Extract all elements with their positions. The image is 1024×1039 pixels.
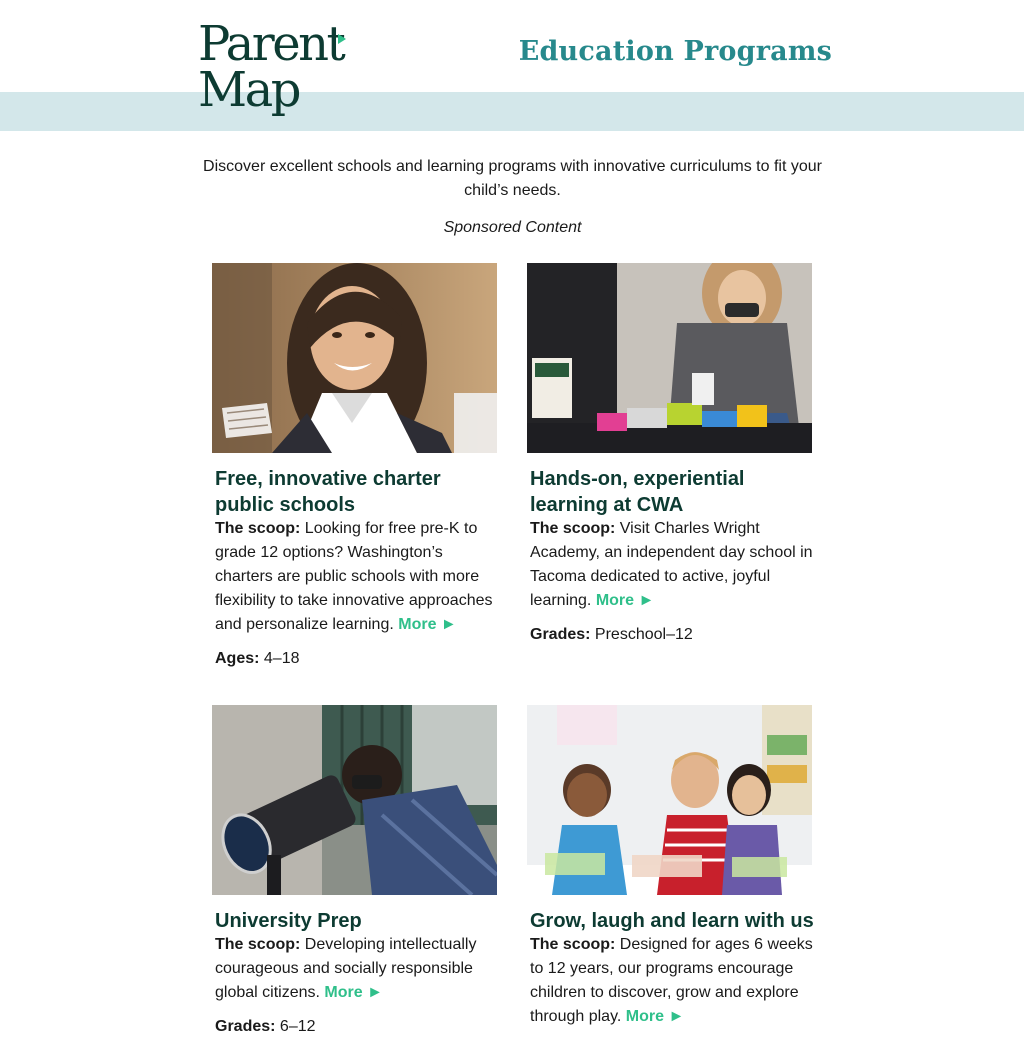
scoop-label: The scoop: (530, 936, 616, 953)
scoop-label: The scoop: (215, 936, 301, 953)
logo-triangle-icon (338, 34, 346, 44)
card-title[interactable]: Grow, laugh and learn with us (530, 910, 814, 932)
sponsored-label: Sponsored Content (443, 219, 582, 236)
card-meta (530, 623, 815, 647)
card-description (215, 933, 500, 1005)
more-link[interactable]: More ► (595, 592, 655, 609)
scoop-text: Designed for ages 6 weeks to 12 years, our programs encourage children to discover, grow and explore through play. (530, 936, 813, 1025)
card-description (530, 933, 815, 1029)
charter-student-photo[interactable] (212, 263, 497, 453)
meta-label: Grades: (215, 1018, 276, 1035)
kids-lunch-photo[interactable] (527, 705, 812, 895)
meta-value: 6–12 (279, 1018, 316, 1035)
card-meta (215, 1015, 500, 1039)
card-meta (215, 647, 500, 671)
card-description (215, 517, 500, 637)
header-band (0, 92, 1024, 131)
more-link[interactable]: More ► (625, 1008, 685, 1025)
scoop-label: The scoop: (215, 520, 301, 537)
card-title[interactable]: Free, innovative charter public schools (215, 468, 441, 516)
more-link[interactable]: More ► (324, 984, 383, 1001)
scoop-text: Looking for free pre-K to grade 12 options? Washington’s charters are public schools with more flexibility to take innovative approaches and personalize learning. (215, 520, 493, 633)
card-title[interactable]: University Prep (215, 910, 362, 932)
parentmap-logo[interactable] (198, 16, 358, 120)
scoop-text: Developing intellectually courageous and socially responsible global citizens. (215, 936, 477, 1001)
card-title[interactable]: Hands-on, experiential learning at CWA (530, 468, 745, 516)
cwa-robotics-photo[interactable] (527, 263, 812, 453)
telescope-student-photo[interactable] (212, 705, 497, 895)
more-link[interactable]: More ► (398, 616, 457, 633)
logo-line-1: Parent (198, 16, 344, 72)
scoop-label: The scoop: (530, 520, 616, 537)
meta-value: 4–18 (263, 650, 300, 667)
meta-value: Preschool–12 (594, 626, 693, 643)
scoop-text: Visit Charles Wright Academy, an independent day school in Tacoma dedicated to active, joyful learning. (530, 520, 813, 609)
page-title: Education Programs (518, 36, 832, 67)
email-header (0, 0, 1024, 131)
meta-label: Ages: (215, 650, 260, 667)
logo-line-2: Map (198, 62, 299, 118)
meta-label: Grades: (530, 626, 591, 643)
intro-text: Discover excellent schools and learning programs with innovative curriculums to fit your child’s needs. (203, 158, 822, 199)
card-description (530, 517, 815, 613)
